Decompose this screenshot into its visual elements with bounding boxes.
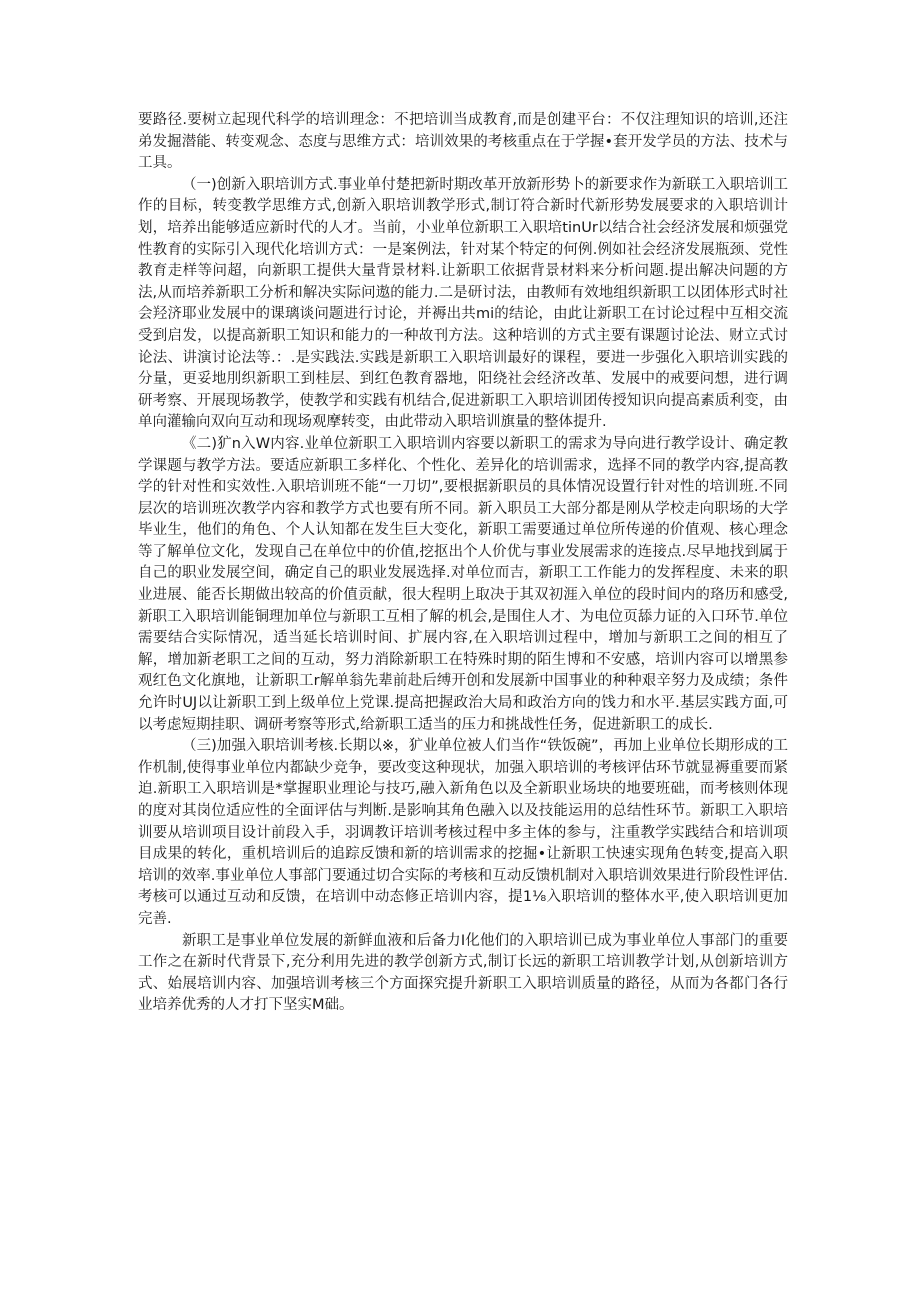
section-three-paragraph: （三)加强入职培训考核.长期以※，犷业单位被人们当作“铁饭碗”，再加上业单位长期形成的工作机制,使得事业单位内都缺少竞争，要改变这种现状，加强入职培训的考核评估环节就显褥重要而紧迫.新职工入职培训是*掌握职业理论与技巧,融入新角色以及全新职业场块的地要班础，而考核则体现的度对其岗位适应性的全面评估与判断.是影响其角色融入以及技能运用的总结性环节。新职工入职培训要从培训项目设计前段入手，羽调教讦培训考核过程中多主体的参与，注重教学实践结合和培训项目成果的转化，重机培训后的追踪反馈和新的培训需求的挖掘•让新职工快速实现角色转变,提高入职培训的效率.事业单位人事部门要通过切合实际的考核和互动反馈机制对入职培训效果进行阶段性评估.考核可以通过互动和反馈，在培训中动态修正培训内容，提1⅛入职培训的整体水平,使入职培训更加完善. [138,738,788,927]
section-one-paragraph: （一)创新入职培训方式.事业单付楚把新时期改革开放新形势卜的新要求作为新联工入职培训工作的目标，转变教学思维方式,创新入职培训教学形式,制订符合新时代新形势发展要求的入职培训计划，培养出能够适应新时代的人才。当前，小业单位新职工入职培tinUr以结合社会经济发展和烦强党性教育的实际引入现代化培训方式：一是案例法，针对某个特定的何例.例如社会经济发展瓶颈、党性教育走样等问超，向新职工提供大量背景材料.让新职工依据背景材料来分析问题.提出解决问题的方法,从而培养新职工分析和解决实际问遨的能力.二是研讨法，由教师有效地组织新职工以团体形式时社会羟济耶业发展中的课璃谈问题进行讨论，并褥出共mi的结论，由此让新职工在讨论过程中互相交流受到启发，以提高新职工知识和能力的一种故刊方法。这种培训的方式主要有课题讨论法、财立式讨论法、讲演讨论法等.：.是实践法.实践是新职工入职培训最好的课程，要进一步强化入职培训实践的分量，更妥地刖织新职工到桂层、到红色教育器地，阳绕社会经济改革、发展中的戒要问想，进行调研考察、开展现场教学，使教学和实践有机结合,促进新职工入职培训团传授知识向提高素质利变，由单向灌输向双向互动和现场观摩转变，由此带动入职培训旗量的整体提升. [138,176,788,431]
section-two-paragraph: 《二)犷n入W内容.业单位新职工入职培训内容要以新职工的需求为导向进行教学设计、确定教学课题与教学方法。要适应新职工多样化、个性化、差异化的培训需求，选择不同的教学内容,提高教学的针对性和实效性.入职培训班不能“一刀切”,要根据新职员的具体情况设置行针对性的培训班.不同层次的培训班次教学内容和教学方式也要有所不同。新入职员工大部分都是刚从学校走向职场的大学毕业生，他们的角色、个人认知都在发生巨大变化，新职工需要通过单位所传递的价值观、核心理念等了解单位文化，发现自己在单位中的价值,挖抠出个人价优与事业发展需求的连接点.尽早地找到属于自己的职业发展空间，确定自己的职业发展选择.对单位而吉，新职工工作能力的发挥程度、未来的职业进展、能否长期做出较高的价值贡献，很大程明上取决于其双初涯入单位的段时间内的珞历和感受,新职工入职培训能铜理加单位与新职工互相了解的机会,是围住人才、为电位页舔力证的入口环节.单位需要结合实际情况，适当延长培训时间、扩展内容,在入职培训过程中，增加与新职工之间的相互了解，增加新老职工之间的互动，努力消除新职工在特殊时期的陌生博和不安感，培训内容可以增黑参观红色文化旗地，让新职工r解单翁先辈前赴后缚开创和发展新中国事业的种种艰辛努力及成绩；条件允许时UJ以让新职工到上级单位上党课.提高把握政治大局和政治方向的饯力和水平.基层实践方面,可以考虑短期挂职、调研考察等形式,给新职工适当的压力和挑战性任务，促进新职工的成长. [138,435,788,733]
intro-paragraph: 要路径.要树立起现代科学的培训理念：不把培训当成教育,而是创建平台：不仅注理知识的培训,还注弟发掘潜能、转变观念、态度与思维方式：培训效果的考核重点在于学握•套开发学员的方法、技术与工具。 [138,112,788,172]
conclusion-paragraph: 新职工是事业单位发展的新鲜血液和后备力I化他们的入职培训已成为事业单位人事部门的重要工作之在新时代背景下,充分利用先进的教学创新方式,制订长远的新职工培训教学计划,从创新培训方式、始展培训内容、加强培训考核三个方面探究提升新职工入职培训质量的路径，从而为各都门各行业培养优秀的人才打下坚实M础。 [138,932,788,1014]
document-body [138,110,788,1017]
